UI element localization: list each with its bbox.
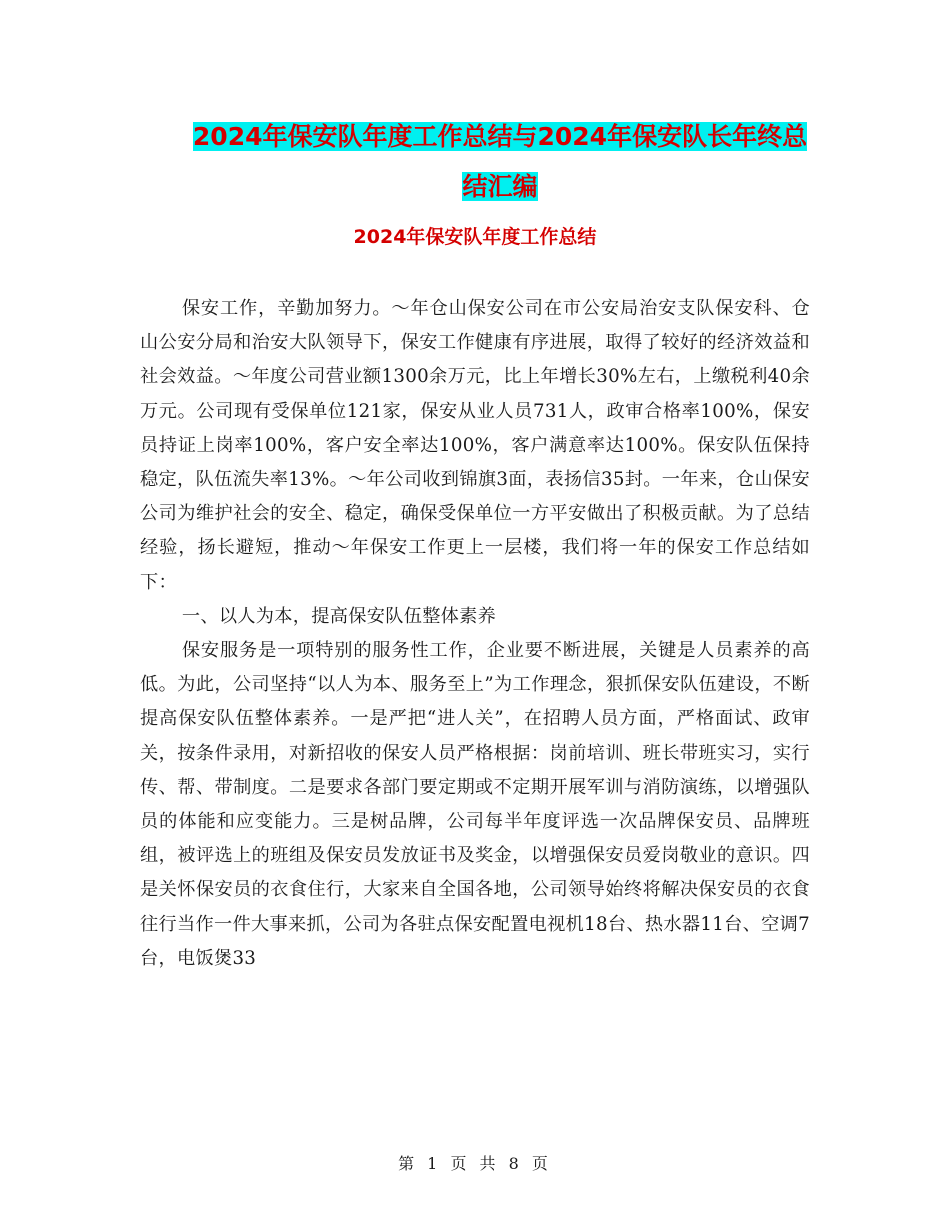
title-line-2: 结汇编 [462, 172, 538, 201]
title-line-1: 2024年保安队年度工作总结与2024年保安队长年终总 [192, 122, 808, 151]
paragraph-team: 保安服务是一项特别的服务性工作，企业要不断进展，关键是人员素养的高低。为此，公司坚持“以人为本、服务至上”为工作理念，狠抓保安队伍建设，不断提高保安队伍整体素养。一是严把“进人关”，在招聘人员方面，严格面试、政审关，按条件录用，对新招收的保安人员严格根据：岗前培训、班长带班实习，实行传、帮、带制度。二是要求各部门要定期或不定期开展军训与消防演练，以增强队员的体能和应变能力。三是树品牌，公司每半年度评选一次品牌保安员、品牌班组，被评选上的班组及保安员发放证书及奖金，以增强保安员爱岗敬业的意识。四是关怀保安员的衣食住行，大家来自全国各地，公司领导始终将解决保安员的衣食往行当作一件大事来抓，公司为各驻点保安配置电视机18台、热水器11台、空调7台，电饭煲33 [140, 640, 810, 969]
section-title: 2024年保安队年度工作总结 [353, 226, 597, 248]
paragraph-heading-1: 一、以人为本，提高保安队伍整体素养 [181, 605, 497, 627]
page-footer: 第 1 页 共 8 页 [398, 1154, 552, 1173]
document-title [140, 112, 860, 212]
paragraph-intro: 保安工作，辛勤加努力。～年仓山保安公司在市公安局治安支队保安科、仓山公安分局和治安大队领导下，保安工作健康有序进展，取得了较好的经济效益和社会效益。～年度公司营业额1300余万元，比上年增长30%左右，上缴税利40余万元。公司现有受保单位121家，保安从业人员731人，政审合格率100%，保安员持证上岗率100%，客户安全率达100%，客户满意率达100%。保安队伍保持稳定，队伍流失率13%。～年公司收到锦旗3面，表扬信35封。一年来，仓山保安公司为维护社会的安全、稳定，确保受保单位一方平安做出了积极贡献。为了总结经验，扬长避短，推动～年保安工作更上一层楼，我们将一年的保安工作总结如下： [140, 298, 811, 593]
document-body [140, 292, 810, 976]
